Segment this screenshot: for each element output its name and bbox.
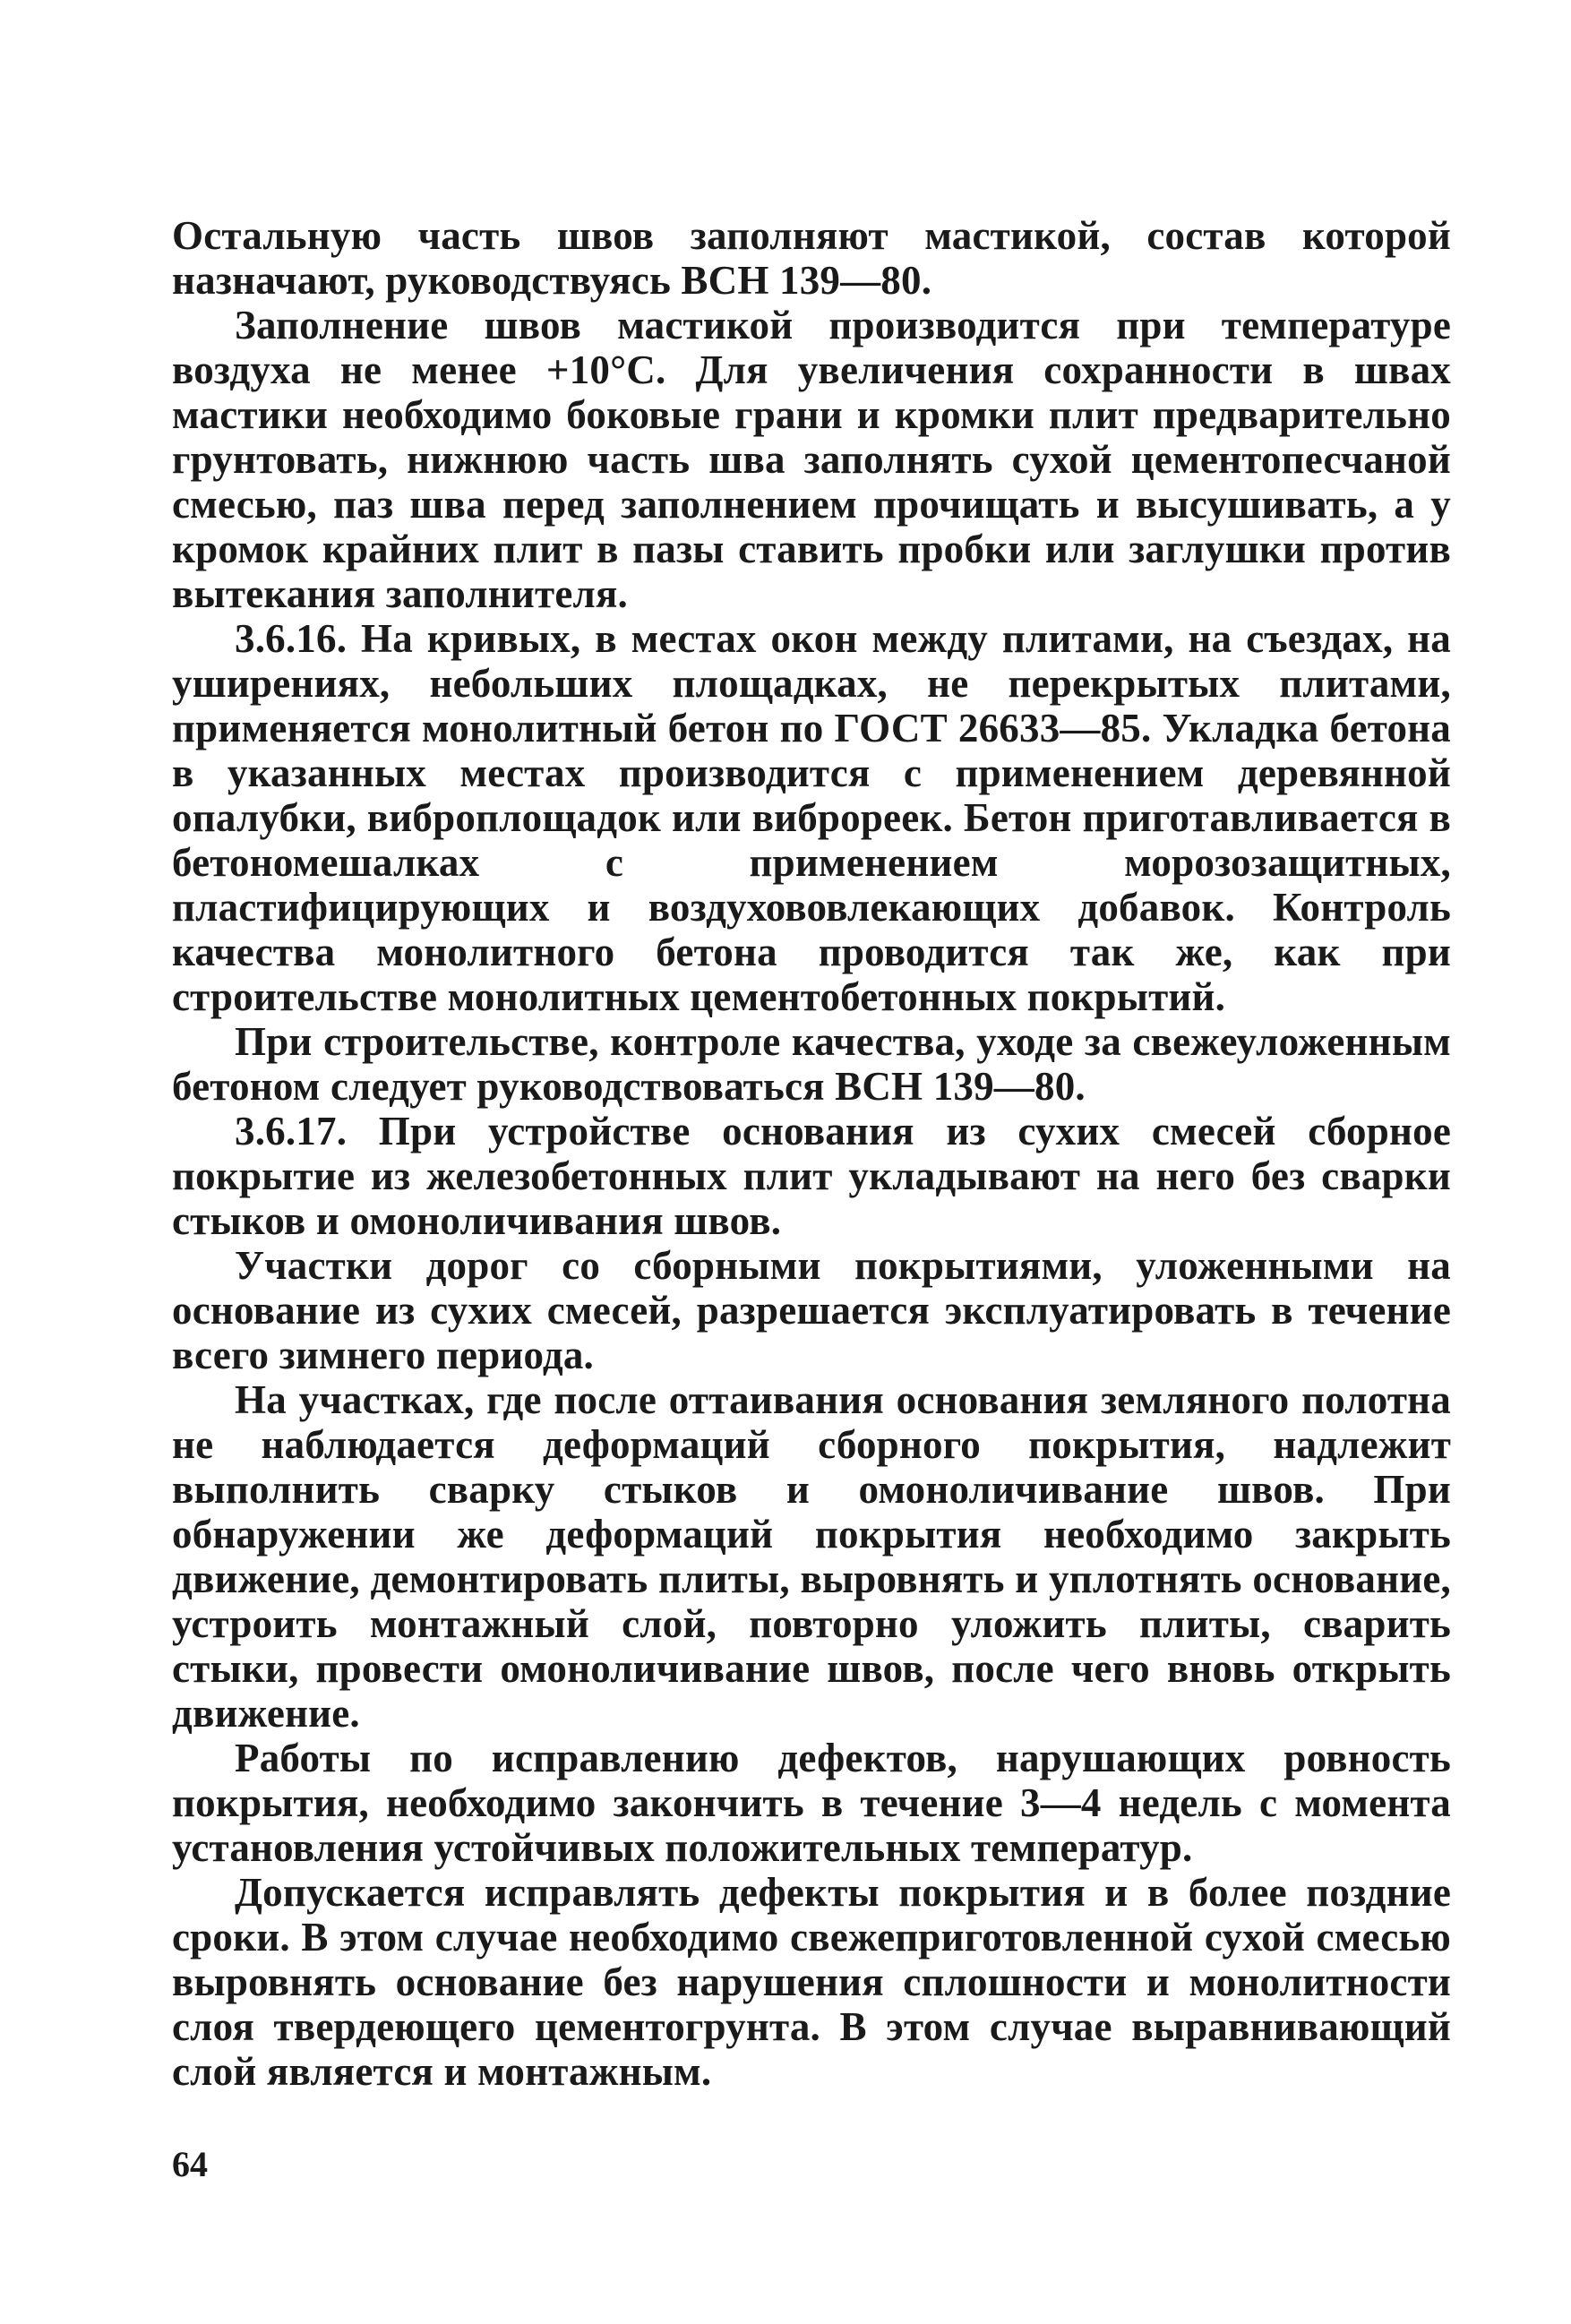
paragraph-9: Допускается исправлять дефекты покрытия и в более поздние сроки. В этом случае необходимо свежеприготовленной сухой смесью выровнять основание без нарушения сплошности и монолитности слоя твердеющего цементогрунта. В этом случае выравнивающий слой является и монтажным. [172,1870,1451,2094]
paragraph-2: Заполнение швов мастикой производится при температуре воздуха не менее +10°С. Для увеличения сохранности в швах мастики необходимо боковые грани и кромки плит предварительно грунтовать, нижнюю часть шва заполнять сухой цементопесчаной смесью, паз шва перед заполнением прочищать и высушивать, а у кромок крайних плит в пазы ставить пробки или заглушки против вытекания заполнителя. [172,303,1451,616]
paragraph-7: На участках, где после оттаивания основания земляного полотна не наблюдается деформаций сборного покрытия, надлежит выполнить сварку стыков и омоноличивание швов. При обнаружении же деформаций покрытия необходимо закрыть движение, демонтировать плиты, выровнять и уплотнять основание, устроить монтажный слой, повторно уложить плиты, сварить стыки, провести омоноличивание швов, после чего вновь открыть движение. [172,1377,1451,1736]
paragraph-1: Остальную часть швов заполняют мастикой, состав которой назначают, руководствуясь ВСН 139—80. [172,213,1451,303]
page-number: 64 [172,2144,208,2184]
paragraph-3-6-17: 3.6.17. При устройстве основания из сухих смесей сборное покрытие из железобетонных плит укладывают на него без сварки стыков и омоноличивания швов. [172,1109,1451,1243]
paragraph-8: Работы по исправлению дефектов, нарушающих ровность покрытия, необходимо закончить в течение 3—4 недель с момента установления устойчивых положительных температур. [172,1736,1451,1870]
paragraph-4: При строительстве, контроле качества, уходе за свежеуложенным бетоном следует руководствоваться ВСН 139—80. [172,1019,1451,1109]
document-body [172,213,1451,2094]
paragraph-3-6-16: 3.6.16. На кривых, в местах окон между плитами, на съездах, на уширениях, небольших площадках, не перекрытых плитами, применяется монолитный бетон по ГОСТ 26633—85. Укладка бетона в указанных местах производится с применением деревянной опалубки, виброплощадок или виброреек. Бетон приготавливается в бетономешалках с применением морозозащитных, пластифицирующих и воздухововлекающих добавок. Контроль качества монолитного бетона проводится так же, как при строительстве монолитных цементобетонных покрытий. [172,616,1451,1019]
paragraph-6: Участки дорог со сборными покрытиями, уложенными на основание из сухих смесей, разрешается эксплуатировать в течение всего зимнего периода. [172,1243,1451,1377]
